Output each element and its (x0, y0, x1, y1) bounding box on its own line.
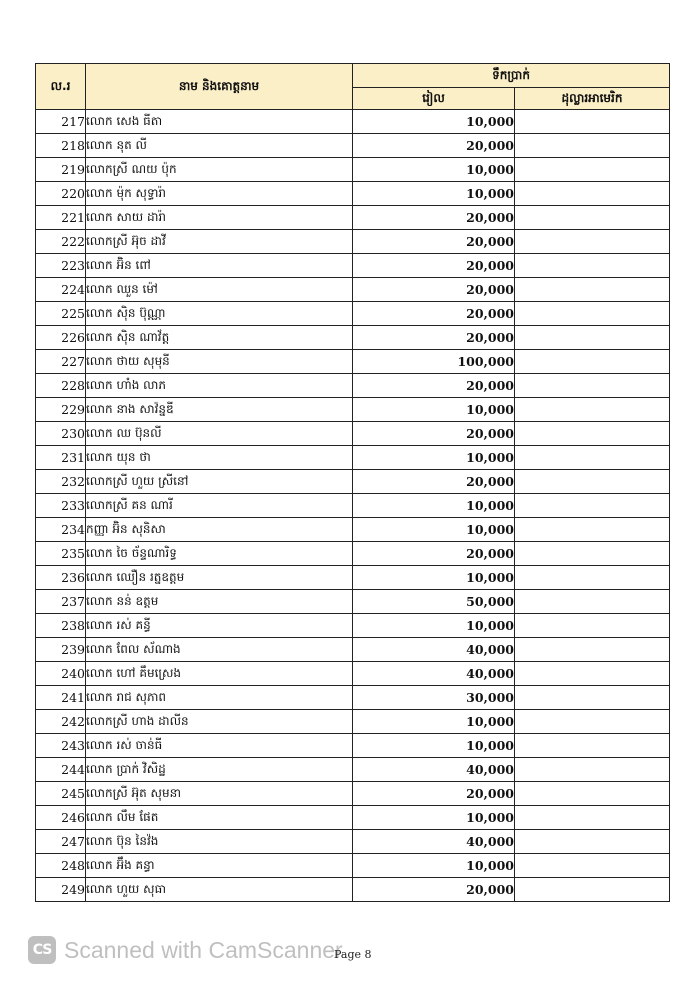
amount-riel: 20,000 (353, 302, 515, 326)
table-row (36, 254, 670, 278)
row-number: 242 (36, 710, 86, 734)
amount-riel: 10,000 (353, 854, 515, 878)
table-row (36, 278, 670, 302)
table-row (36, 446, 670, 470)
amount-usd (515, 398, 670, 422)
row-number: 218 (36, 134, 86, 158)
row-number: 240 (36, 662, 86, 686)
header-riel: រៀល (353, 88, 515, 110)
row-number: 231 (36, 446, 86, 470)
amount-riel: 100,000 (353, 350, 515, 374)
watermark-text: Scanned with CamScanner (64, 936, 343, 963)
donor-name: លោក សាយ ដារ៉ា (86, 206, 353, 230)
amount-usd (515, 350, 670, 374)
row-number: 236 (36, 566, 86, 590)
row-number: 238 (36, 614, 86, 638)
amount-riel: 20,000 (353, 422, 515, 446)
amount-riel: 20,000 (353, 878, 515, 902)
amount-usd (515, 830, 670, 854)
amount-usd (515, 614, 670, 638)
donor-name: លោក ហៅ គឹមស្រេង (86, 662, 353, 686)
amount-riel: 30,000 (353, 686, 515, 710)
row-number: 249 (36, 878, 86, 902)
donor-name: លោកស្រី ណយ ប៉ុក (86, 158, 353, 182)
amount-usd (515, 254, 670, 278)
camscanner-logo-icon: CS (28, 936, 56, 964)
table-row (36, 734, 670, 758)
table-row (36, 830, 670, 854)
amount-usd (515, 278, 670, 302)
table-row (36, 470, 670, 494)
amount-riel: 20,000 (353, 134, 515, 158)
donor-name: លោក យុន ថា (86, 446, 353, 470)
table-row (36, 878, 670, 902)
header-usd: ដុល្លារអាមេរិក (515, 88, 670, 110)
donor-name: លោក នុត លី (86, 134, 353, 158)
amount-usd (515, 638, 670, 662)
amount-usd (515, 422, 670, 446)
donor-name: លោក សេង ធីតា (86, 110, 353, 134)
table-row (36, 158, 670, 182)
table-body (36, 110, 670, 902)
amount-riel: 10,000 (353, 806, 515, 830)
amount-riel: 10,000 (353, 494, 515, 518)
donor-name: លោក ហាំង លាភ (86, 374, 353, 398)
amount-riel: 10,000 (353, 710, 515, 734)
row-number: 228 (36, 374, 86, 398)
amount-riel: 20,000 (353, 326, 515, 350)
amount-riel: 40,000 (353, 638, 515, 662)
donor-name: លោក រាជ សុភាព (86, 686, 353, 710)
table-row (36, 662, 670, 686)
row-number: 217 (36, 110, 86, 134)
row-number: 233 (36, 494, 86, 518)
donor-name: លោកស្រី ហួយ ស្រីនៅ (86, 470, 353, 494)
amount-usd (515, 494, 670, 518)
row-number: 237 (36, 590, 86, 614)
amount-usd (515, 710, 670, 734)
amount-usd (515, 542, 670, 566)
table-row (36, 566, 670, 590)
donor-name: លោកស្រី អ៊ុច ដាវី (86, 230, 353, 254)
table-row (36, 350, 670, 374)
donor-name: លោកស្រី អ៊ុត សុមនា (86, 782, 353, 806)
amount-usd (515, 302, 670, 326)
row-number: 232 (36, 470, 86, 494)
amount-riel: 10,000 (353, 734, 515, 758)
row-number: 227 (36, 350, 86, 374)
row-number: 243 (36, 734, 86, 758)
amount-usd (515, 782, 670, 806)
amount-riel: 10,000 (353, 446, 515, 470)
amount-usd (515, 566, 670, 590)
table-row (36, 518, 670, 542)
donor-name: លោក ប្រាក់ វិសិដ្ឋ (86, 758, 353, 782)
row-number: 247 (36, 830, 86, 854)
row-number: 248 (36, 854, 86, 878)
table-row (36, 182, 670, 206)
table-row (36, 758, 670, 782)
donor-name: កញ្ញា អ៊ិន សុនិសា (86, 518, 353, 542)
donor-name: លោកស្រី ហាង ដាលីន (86, 710, 353, 734)
amount-usd (515, 446, 670, 470)
amount-riel: 10,000 (353, 110, 515, 134)
row-number: 239 (36, 638, 86, 662)
amount-usd (515, 110, 670, 134)
amount-riel: 10,000 (353, 398, 515, 422)
row-number: 225 (36, 302, 86, 326)
page-number: Page 8 (334, 948, 372, 961)
amount-usd (515, 662, 670, 686)
table-row (36, 494, 670, 518)
table-row (36, 638, 670, 662)
row-number: 226 (36, 326, 86, 350)
amount-riel: 20,000 (353, 206, 515, 230)
amount-riel: 20,000 (353, 782, 515, 806)
donor-name: លោក ស៊ិន ណាវ័ត្ត (86, 326, 353, 350)
table-row (36, 710, 670, 734)
amount-riel: 20,000 (353, 374, 515, 398)
amount-riel: 10,000 (353, 158, 515, 182)
donor-name: លោក លឹម ផែត (86, 806, 353, 830)
amount-usd (515, 854, 670, 878)
amount-usd (515, 590, 670, 614)
amount-riel: 50,000 (353, 590, 515, 614)
header-name: នាម និងគោត្តនាម (86, 64, 353, 110)
row-number: 223 (36, 254, 86, 278)
row-number: 230 (36, 422, 86, 446)
donor-table (35, 63, 670, 902)
amount-riel: 20,000 (353, 470, 515, 494)
donor-name: លោក អ៊ិន ពៅ (86, 254, 353, 278)
row-number: 229 (36, 398, 86, 422)
table-row (36, 806, 670, 830)
row-number: 244 (36, 758, 86, 782)
amount-riel: 20,000 (353, 230, 515, 254)
donor-name: លោក អ៊ឹង គន្ធា (86, 854, 353, 878)
amount-usd (515, 374, 670, 398)
table-row (36, 398, 670, 422)
amount-usd (515, 182, 670, 206)
table-row (36, 230, 670, 254)
donor-name: លោក នន់ ឧត្តម (86, 590, 353, 614)
header-amount: ទឹកប្រាក់ (353, 64, 670, 88)
amount-usd (515, 326, 670, 350)
amount-usd (515, 230, 670, 254)
amount-riel: 20,000 (353, 542, 515, 566)
table-row (36, 326, 670, 350)
amount-usd (515, 806, 670, 830)
row-number: 220 (36, 182, 86, 206)
amount-riel: 10,000 (353, 518, 515, 542)
table-row (36, 686, 670, 710)
table-row (36, 854, 670, 878)
amount-usd (515, 758, 670, 782)
row-number: 241 (36, 686, 86, 710)
row-number: 246 (36, 806, 86, 830)
table-row (36, 782, 670, 806)
amount-riel: 20,000 (353, 254, 515, 278)
table-row (36, 206, 670, 230)
table-row (36, 614, 670, 638)
amount-usd (515, 206, 670, 230)
donor-name: លោក ប៊ុន នៃវ៉ង (86, 830, 353, 854)
donor-name: លោក ឈ ប៊ុនលី (86, 422, 353, 446)
amount-riel: 40,000 (353, 830, 515, 854)
amount-riel: 10,000 (353, 182, 515, 206)
table-header (36, 64, 670, 110)
table-row (36, 302, 670, 326)
amount-riel: 40,000 (353, 662, 515, 686)
donor-name: លោក ពែល ស័ណាង (86, 638, 353, 662)
donor-name: លោក រស់ គន្ធី (86, 614, 353, 638)
amount-riel: 10,000 (353, 614, 515, 638)
donor-name: លោក នាង សាវ៉ន្នឌី (86, 398, 353, 422)
table-row (36, 422, 670, 446)
donor-name: លោក ហួយ សុធា (86, 878, 353, 902)
row-number: 235 (36, 542, 86, 566)
donor-name: លោក ថាយ សុមុនី (86, 350, 353, 374)
amount-usd (515, 686, 670, 710)
table-row (36, 110, 670, 134)
donor-name: លោក ចៃ ច័ន្ទណារិទ្ធ (86, 542, 353, 566)
row-number: 224 (36, 278, 86, 302)
header-number: ល.រ (36, 64, 86, 110)
table-row (36, 374, 670, 398)
amount-usd (515, 878, 670, 902)
amount-usd (515, 134, 670, 158)
table-row (36, 134, 670, 158)
table-row (36, 542, 670, 566)
donor-name: លោក រស់ ចាន់ធី (86, 734, 353, 758)
donor-name: លោក ឈួន ម៉ៅ (86, 278, 353, 302)
row-number: 219 (36, 158, 86, 182)
amount-usd (515, 470, 670, 494)
amount-riel: 10,000 (353, 566, 515, 590)
amount-riel: 40,000 (353, 758, 515, 782)
row-number: 221 (36, 206, 86, 230)
row-number: 222 (36, 230, 86, 254)
amount-usd (515, 518, 670, 542)
table-row (36, 590, 670, 614)
donor-name: លោក ម៉ុក សុទ្ធារ៉ា (86, 182, 353, 206)
row-number: 234 (36, 518, 86, 542)
amount-usd (515, 158, 670, 182)
donor-name: លោក ឈឿន រត្នឧត្តម (86, 566, 353, 590)
donor-name: លោកស្រី គន ណារី (86, 494, 353, 518)
donor-name: លោក ស៊ិន ប៊ុណ្ណា (86, 302, 353, 326)
amount-usd (515, 734, 670, 758)
amount-riel: 20,000 (353, 278, 515, 302)
row-number: 245 (36, 782, 86, 806)
